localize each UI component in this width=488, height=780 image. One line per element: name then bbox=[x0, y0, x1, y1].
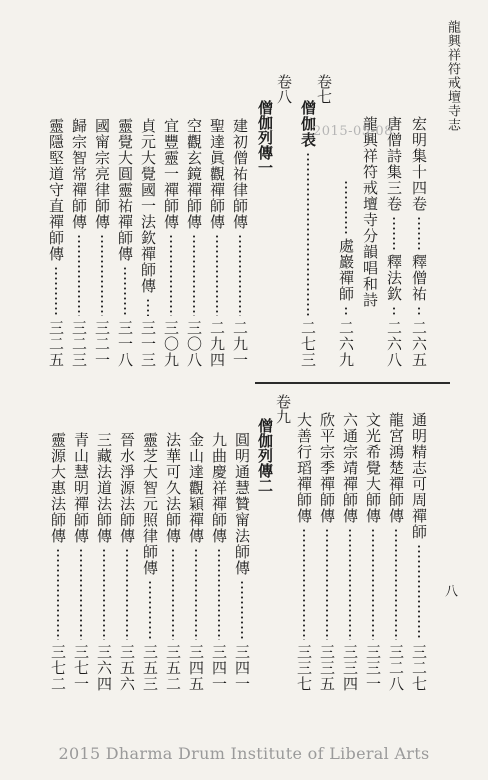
entry-page: 三二八 bbox=[387, 644, 405, 692]
entry-page: 二九一 bbox=[231, 320, 249, 368]
entry-author: 釋僧祐 bbox=[410, 254, 428, 302]
entry-page: 三二七 bbox=[410, 644, 428, 692]
toc-entry bbox=[388, 412, 403, 692]
entry-page: 三四一 bbox=[233, 644, 251, 692]
entry-page: 三五三 bbox=[141, 644, 159, 692]
leader-dots bbox=[365, 528, 380, 640]
leader-dots bbox=[232, 234, 247, 316]
leader-dots bbox=[186, 234, 201, 316]
entry-title: 宜豐靈一禪師傳 bbox=[162, 118, 180, 230]
entry-title: 聖達眞觀禪師傳 bbox=[208, 118, 226, 230]
leader-dots bbox=[411, 306, 426, 316]
entry-title: 唐僧詩集三卷 bbox=[385, 116, 403, 212]
leader-dots bbox=[411, 216, 426, 250]
toc-entry bbox=[338, 176, 353, 368]
entry-page: 三二三 bbox=[70, 320, 88, 368]
entry-page: 三〇九 bbox=[162, 320, 180, 368]
leader-dots bbox=[300, 152, 315, 316]
leader-dots bbox=[342, 528, 357, 640]
leader-dots bbox=[209, 234, 224, 316]
entry-title: 六通宗靖禪師傳 bbox=[341, 412, 359, 524]
toc-entry bbox=[319, 412, 334, 692]
toc-entry bbox=[386, 116, 401, 368]
toc-entry bbox=[411, 116, 426, 368]
entry-page: 二七三 bbox=[299, 320, 317, 368]
entry-title: 文光希覺大師傳 bbox=[364, 412, 382, 524]
juan9-sub: 僧伽列傳二 bbox=[256, 418, 274, 493]
entry-title: 龍宮鴻楚禪師傳 bbox=[387, 412, 405, 524]
entry-title: 靈覺大圓靈祐禪師傳 bbox=[116, 118, 134, 262]
toc-entry bbox=[186, 118, 201, 368]
entry-title: 靈芝大智元照律師傳 bbox=[141, 432, 159, 576]
entry-title: 僧伽表 bbox=[299, 100, 317, 148]
entry-page: 二九四 bbox=[208, 320, 226, 368]
leader-dots bbox=[50, 548, 65, 640]
toc-entry bbox=[296, 412, 311, 692]
entry-title: 欣平宗季禪師傳 bbox=[318, 412, 336, 524]
entry-page: 二六九 bbox=[337, 320, 355, 368]
leader-dots bbox=[296, 528, 311, 640]
entry-page: 二六八 bbox=[385, 320, 403, 368]
entry-page: 三二一 bbox=[93, 320, 111, 368]
entry-title: 靈源大惠法師傳 bbox=[49, 432, 67, 544]
entry-title: 貞元大覺國一法欽禪師傳 bbox=[139, 118, 157, 294]
watermark: 2015 Dharma Drum Institute of Liberal Arts bbox=[58, 744, 430, 763]
entry-page: 二六五 bbox=[410, 320, 428, 368]
toc-entry bbox=[362, 116, 377, 368]
leader-dots bbox=[71, 234, 86, 316]
toc-entry bbox=[96, 432, 111, 692]
entry-title: 法華可久法師傳 bbox=[164, 432, 182, 544]
toc-entry bbox=[365, 412, 380, 692]
toc-entry-juan7 bbox=[300, 100, 315, 368]
leader-dots bbox=[319, 528, 334, 640]
entry-author: 處巖禪師 bbox=[337, 238, 355, 302]
date-stamp: 2015-05-08 bbox=[313, 124, 393, 139]
entry-page: 三七一 bbox=[72, 644, 90, 692]
entry-title: 三藏法道法師傳 bbox=[95, 432, 113, 544]
toc-entry bbox=[119, 432, 134, 692]
leader-dots bbox=[163, 234, 178, 316]
entry-author: 釋法欽 bbox=[385, 254, 403, 302]
leader-dots bbox=[94, 234, 109, 316]
entry-page: 三三四 bbox=[341, 644, 359, 692]
toc-entry bbox=[50, 432, 65, 692]
entry-page: 三三七 bbox=[295, 644, 313, 692]
entry-title: 國甯宗亮律師傳 bbox=[93, 118, 111, 230]
entry-title: 圓明通慧贊甯法師傳 bbox=[233, 432, 251, 576]
toc-entry bbox=[211, 432, 226, 692]
entry-title: 靈隱堅道守直禪師傳 bbox=[47, 118, 65, 262]
toc-entry bbox=[232, 118, 247, 368]
entry-page: 三五二 bbox=[164, 644, 182, 692]
toc-entry bbox=[411, 412, 426, 692]
leader-dots bbox=[140, 298, 155, 316]
leader-dots bbox=[386, 306, 401, 316]
entry-page: 三一三 bbox=[139, 320, 157, 368]
leader-dots bbox=[234, 580, 249, 640]
toc-entry bbox=[163, 118, 178, 368]
entry-page: 三〇八 bbox=[185, 320, 203, 368]
leader-dots bbox=[165, 548, 180, 640]
entry-title: 宏明集十四卷 bbox=[410, 116, 428, 212]
juan7-label: 卷七 bbox=[315, 74, 333, 104]
entry-page: 三三五 bbox=[318, 644, 336, 692]
entry-title: 歸宗智常禪師傳 bbox=[70, 118, 88, 230]
leader-dots bbox=[117, 266, 132, 316]
toc-entry bbox=[71, 118, 86, 368]
section-divider bbox=[255, 382, 450, 384]
leader-dots bbox=[411, 544, 426, 640]
page-number: 八 bbox=[442, 584, 457, 597]
entry-page: 三六四 bbox=[95, 644, 113, 692]
entry-title: 晉水淨源法師傳 bbox=[118, 432, 136, 544]
entry-title: 大善行瑫禪師傳 bbox=[295, 412, 313, 524]
leader-dots bbox=[211, 548, 226, 640]
toc-entry bbox=[165, 432, 180, 692]
juan8-label: 卷八 bbox=[275, 74, 293, 104]
entry-page: 三七二 bbox=[49, 644, 67, 692]
leader-dots bbox=[338, 180, 353, 234]
entry-title: 金山達觀穎禪傳 bbox=[187, 432, 205, 544]
toc-entry bbox=[209, 118, 224, 368]
entry-title: 龍興祥符戒壇寺分韻唱和詩 bbox=[361, 116, 379, 308]
toc-entry bbox=[48, 118, 63, 368]
entry-page: 三五六 bbox=[118, 644, 136, 692]
entry-page: 三四一 bbox=[210, 644, 228, 692]
entry-page: 三三一 bbox=[364, 644, 382, 692]
leader-dots bbox=[188, 548, 203, 640]
toc-entry bbox=[73, 432, 88, 692]
entry-title: 通明精志可周禪師 bbox=[410, 412, 428, 540]
leader-dots bbox=[386, 216, 401, 250]
leader-dots bbox=[142, 580, 157, 640]
book-title: 龍興祥符戒壇寺志 bbox=[445, 20, 460, 132]
leader-dots bbox=[96, 548, 111, 640]
toc-entry bbox=[342, 412, 357, 692]
toc-entry bbox=[94, 118, 109, 368]
entry-title: 建初僧祐律師傳 bbox=[231, 118, 249, 230]
toc-entry bbox=[142, 432, 157, 692]
leader-dots bbox=[119, 548, 134, 640]
toc-entry bbox=[117, 118, 132, 368]
juan8-sub: 僧伽列傳一 bbox=[256, 100, 274, 175]
entry-title: 九曲慶祥禪師傳 bbox=[210, 432, 228, 544]
toc-entry bbox=[140, 118, 155, 368]
entry-page: 三四五 bbox=[187, 644, 205, 692]
leader-dots bbox=[338, 306, 353, 316]
leader-dots bbox=[73, 548, 88, 640]
entry-title: 青山慧明禪師傳 bbox=[72, 432, 90, 544]
toc-entry bbox=[234, 432, 249, 692]
juan9-label: 卷九 bbox=[274, 394, 292, 424]
leader-dots bbox=[388, 528, 403, 640]
entry-page: 三一八 bbox=[116, 320, 134, 368]
leader-dots bbox=[48, 266, 63, 316]
entry-page: 三二五 bbox=[47, 320, 65, 368]
entry-title: 空觀玄鏡禪師傳 bbox=[185, 118, 203, 230]
toc-entry bbox=[188, 432, 203, 692]
